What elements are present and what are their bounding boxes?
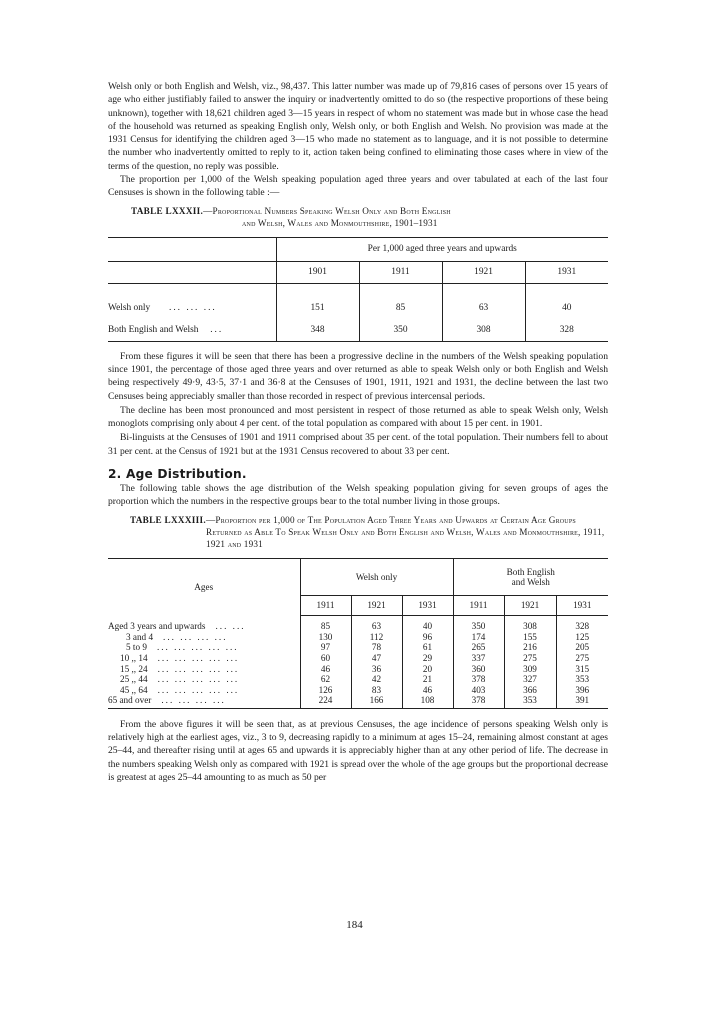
- table2-cell: 108: [402, 695, 453, 708]
- table2-cell: 83: [351, 685, 402, 696]
- table1-row: [108, 319, 608, 341]
- table2-age-label: 45 ,, 64: [120, 684, 148, 695]
- table2-year: 1931: [402, 595, 453, 615]
- table2-cell: 46: [300, 664, 351, 675]
- table2-cell: 96: [402, 632, 453, 643]
- table2-cell: 21: [402, 674, 453, 685]
- table2-row: [108, 685, 608, 696]
- table2-row-dots: ... ... ... ...: [161, 695, 226, 706]
- table2-row: [108, 664, 608, 675]
- table2-cell: 126: [300, 685, 351, 696]
- table2-ages-header: Ages: [194, 581, 214, 592]
- table2-row-dots: ... ... ... ... ...: [157, 663, 240, 674]
- table2-cell: 63: [351, 621, 402, 632]
- table1-row-dots: ...: [210, 324, 224, 335]
- table2-row: [108, 695, 608, 708]
- table2-cell: 224: [300, 695, 351, 708]
- table2-row-dots: ... ... ... ... ...: [157, 684, 240, 695]
- table2-age-label: Aged 3 years and upwards: [108, 621, 206, 632]
- paragraph-age-incidence: From the above figures it will be seen that, as at previous Censuses, the age incidence of persons speaking Welsh only is relatively high at the earliest ages, viz., 3 to 9, decreasing rapidly to a minimum at ages 15–24, remaining almost constant at ages 25–44, and thereafter rising until at ages 65 and upwards it is appreciably higher than at any other period of life. The decrease in the numbers speaking Welsh only as compared with 1921 is spread over the whole of the age groups but the proportional decrease is greatest at ages 25–44 amounting to as much as 50 per: [108, 718, 608, 784]
- table2-row-dots: ... ... ... ... ...: [157, 674, 240, 685]
- paragraph-intro: Welsh only or both English and Welsh, viz., 98,437. This latter number was made up of 79,816 cases of persons over 15 years of age who either justifiably failed to answer the inquiry or inadvertently omitted to do so (the respective proportions of these being unknown), together with 18,621 children aged 3—15 years in respect of whom no statement was made but in whose case the head of the household was returned as speaking English only, Welsh only, or both English and Welsh. No provision was made at the 1931 Census for identifying the children aged 3—15 who made no statement as to language, and it is not possible to determine the number who inadvertently omitted to reply to it, action taken being confined to eliminating those cases where in view of the terms of the question, no reply was possible.: [108, 81, 608, 172]
- table1-year: 1931: [525, 261, 608, 283]
- table2-cell: 391: [556, 695, 608, 708]
- table2-group-both-line1: Both English: [506, 566, 555, 577]
- table2-cell: 112: [351, 632, 402, 643]
- table1-row-label: Both English and Welsh: [108, 324, 199, 335]
- table1-row: [108, 297, 608, 319]
- table1-caption: [108, 205, 608, 229]
- table2-group-welsh-only: Welsh only: [300, 558, 453, 595]
- table2-age-label: 5 to 9: [126, 642, 147, 653]
- table2-body: [108, 621, 608, 708]
- table2-age-label: 65 and over: [108, 695, 152, 706]
- table2-cell: 40: [402, 621, 453, 632]
- table2-cell: 315: [556, 664, 608, 675]
- table2-cell: 378: [453, 674, 504, 685]
- table2-row: [108, 632, 608, 643]
- table1-cell: 151: [276, 297, 359, 319]
- table2-row: [108, 653, 608, 664]
- table2-cell: 36: [351, 664, 402, 675]
- table1-cell: 328: [525, 319, 608, 341]
- table1: [108, 237, 608, 342]
- table1-year: 1901: [276, 261, 359, 283]
- table2-cell: 353: [504, 695, 556, 708]
- table2-cell: 308: [504, 621, 556, 632]
- table2-cell: 327: [504, 674, 556, 685]
- table1-year: 1921: [442, 261, 525, 283]
- table1-cell: 308: [442, 319, 525, 341]
- table2-cell: 47: [351, 653, 402, 664]
- table2-cell: 29: [402, 653, 453, 664]
- table2-cell: 309: [504, 664, 556, 675]
- table2-group-both-line2: and Welsh: [511, 576, 550, 587]
- table2-cell: 130: [300, 632, 351, 643]
- table2-row: [108, 674, 608, 685]
- table2-cell: 350: [453, 621, 504, 632]
- table1-year: 1911: [359, 261, 442, 283]
- table2-cell: 205: [556, 642, 608, 653]
- page-number: 184: [346, 919, 363, 931]
- table2-year: 1921: [351, 595, 402, 615]
- table2-cell: 155: [504, 632, 556, 643]
- table2-row: [108, 642, 608, 653]
- table2-label: TABLE LXXXIII.: [130, 514, 207, 525]
- table2-cell: 60: [300, 653, 351, 664]
- table2-cell: 403: [453, 685, 504, 696]
- table2-year: 1911: [300, 595, 351, 615]
- paragraph-decline-figures: From these figures it will be seen that there has been a progressive decline in the numbers of the Welsh speaking population since 1901, the percentage of those aged three years and over returned as able to speak Welsh only or both English and Welsh being respectively 49·9, 43·5, 37·1 and 36·8 at the Censuses of 1901, 1911, 1921 and 1931, the decline between the last two Censuses being appreciably smaller than those recorded in respect of previous intercensal periods.: [108, 350, 608, 402]
- table2-cell: 353: [556, 674, 608, 685]
- table2-age-label: 25 ,, 44: [120, 674, 148, 685]
- table2-cell: 337: [453, 653, 504, 664]
- table1-caption-line2: and Welsh, Wales and Monmouthshire, 1901–1931: [242, 217, 438, 228]
- table2-group-both: [453, 558, 608, 595]
- table2-cell: 265: [453, 642, 504, 653]
- table2-cell: 275: [504, 653, 556, 664]
- table1-row-label: Welsh only: [108, 303, 151, 314]
- table2-cell: 125: [556, 632, 608, 643]
- table2-cell: 396: [556, 685, 608, 696]
- table2-cell: 174: [453, 632, 504, 643]
- table1-span-header: Per 1,000 aged three years and upwards: [276, 237, 608, 261]
- table1-cell: 348: [276, 319, 359, 341]
- table2-row-dots: ... ...: [215, 621, 246, 632]
- table2-cell: 328: [556, 621, 608, 632]
- table2-year: 1911: [453, 595, 504, 615]
- table2-cell: 20: [402, 664, 453, 675]
- paragraph-proportion-intro: The proportion per 1,000 of the Welsh speaking population aged three years and over tabulated at each of the last four Censuses is shown in the following table :—: [108, 174, 608, 199]
- table2-cell: 166: [351, 695, 402, 708]
- table1-cell: 85: [359, 297, 442, 319]
- table2-year: 1931: [556, 595, 608, 615]
- table1-cell: 350: [359, 319, 442, 341]
- table2-cell: 275: [556, 653, 608, 664]
- table2-caption: [108, 514, 608, 550]
- table2-cell: 85: [300, 621, 351, 632]
- table1-row-dots: ... ... ...: [168, 303, 217, 314]
- table2-cell: 216: [504, 642, 556, 653]
- table2-cell: 61: [402, 642, 453, 653]
- table2-cell: 78: [351, 642, 402, 653]
- table1-cell: 40: [525, 297, 608, 319]
- table2-year: 1921: [504, 595, 556, 615]
- table2-cell: 360: [453, 664, 504, 675]
- table1-caption-line1: —Proportional Numbers Speaking Welsh Only and Both English: [203, 205, 451, 216]
- table2-age-label: 15 ,, 24: [120, 663, 148, 674]
- table2-age-label: 3 and 4: [126, 631, 154, 642]
- paragraph-decline-monoglots: The decline has been most pronounced and most persistent in respect of those returned as able to speak Welsh only, Welsh monoglots comprising only about 4 per cent. of the total population as compared with about 15 per cent. in 1901.: [108, 404, 608, 430]
- table2-cell: 62: [300, 674, 351, 685]
- page-body: [108, 80, 608, 784]
- table2-cell: 366: [504, 685, 556, 696]
- table2: [108, 558, 608, 709]
- paragraph-bilinguists: Bi-linguists at the Censuses of 1901 and 1911 comprised about 35 per cent. of the total population. Their numbers fell to about 31 per cent. at the Census of 1921 but at the 1931 Census recovered to about 33 per cent.: [108, 432, 608, 457]
- table2-row-dots: ... ... ... ... ...: [156, 642, 239, 653]
- table2-cell: 97: [300, 642, 351, 653]
- table1-label: TABLE LXXXII.: [131, 205, 204, 216]
- table2-age-label: 10 ,, 14: [120, 652, 148, 663]
- section-heading: 2. Age Distribution.: [108, 467, 247, 482]
- table2-cell: 42: [351, 674, 402, 685]
- table2-row-dots: ... ... ... ... ...: [157, 652, 240, 663]
- table1-cell: 63: [442, 297, 525, 319]
- paragraph-age-intro: The following table shows the age distribution of the Welsh speaking population giving for seven groups of ages the proportion which the numbers in the respective groups bear to the total number living in those groups.: [108, 483, 608, 508]
- table2-row: [108, 621, 608, 632]
- table2-cell: 378: [453, 695, 504, 708]
- table2-row-dots: ... ... ... ...: [163, 631, 228, 642]
- table2-cell: 46: [402, 685, 453, 696]
- table2-caption-text: —Proportion per 1,000 of The Population Aged Three Years and Upwards at Certain Age Groups Returned as Able To Speak Welsh Only and Both English and Welsh, Wales and Monmouthshire, 1911, 1921 and 1931: [206, 514, 605, 549]
